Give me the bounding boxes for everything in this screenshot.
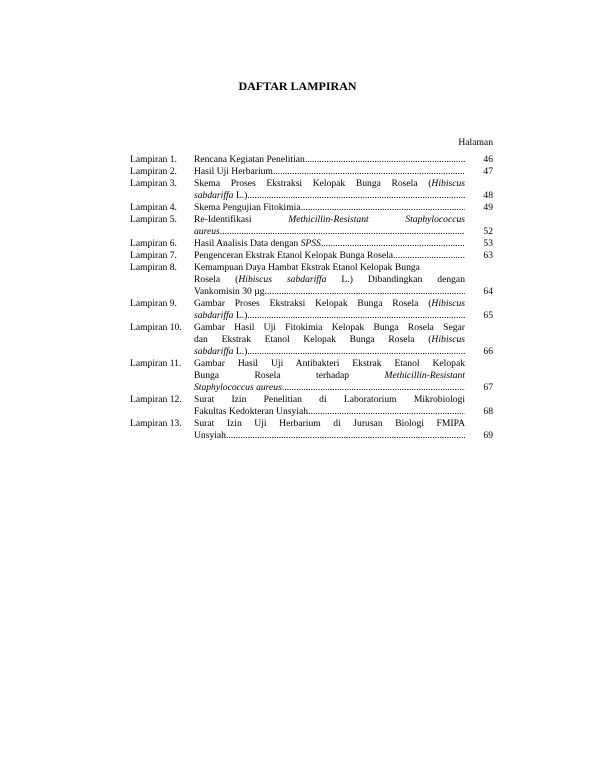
- appendix-title: Skema Pengujian Fitokimia .....: [194, 202, 465, 214]
- dot-leader: [301, 202, 465, 214]
- appendix-entry: [130, 418, 493, 442]
- appendix-title: Surat Izin Penelitian di Laboratorium Mikrobiologi Fakultas Kedokteran Unsyiah .....: [194, 394, 465, 418]
- appendix-page-number: 69: [483, 430, 493, 441]
- appendix-page-number: 49: [483, 202, 493, 213]
- appendix-label: Lampiran 2.: [130, 166, 177, 177]
- appendix-page-number: 65: [483, 310, 493, 321]
- appendix-page-number: 48: [483, 190, 493, 201]
- appendix-page-number: 63: [483, 250, 493, 261]
- appendix-entry: [130, 322, 493, 358]
- appendix-label: Lampiran 13.: [130, 418, 182, 429]
- appendix-page-number: 53: [483, 238, 493, 249]
- appendix-label: Lampiran 9.: [130, 298, 177, 309]
- appendix-label: Lampiran 12.: [130, 394, 182, 405]
- dot-leader: [220, 226, 465, 238]
- appendix-label: Lampiran 4.: [130, 202, 177, 213]
- appendix-label: Lampiran 11.: [130, 358, 182, 369]
- appendix-title: Rencana Kegiatan Penelitian .....: [194, 154, 465, 166]
- appendix-entry: [130, 358, 493, 394]
- dot-leader: [305, 154, 465, 166]
- appendix-entry: [130, 298, 493, 322]
- dot-leader: [273, 166, 465, 178]
- appendix-title: Gambar Proses Ekstraksi Kelopak Bunga Rosela (Hibiscus sabdariffa L.) .....: [194, 298, 465, 322]
- appendix-label: Lampiran 10.: [130, 322, 182, 333]
- appendix-title: Kemampuan Daya Hambat Ekstrak Etanol Kelopak Bunga Rosela (Hibiscus sabdariffa L.) Dibandingkan dengan Vankomisin 30 µg .....: [194, 262, 465, 298]
- appendix-title: Re-Identifikasi Methicillin-Resistant Staphylococcus aureus .....: [194, 214, 465, 238]
- page-title: DAFTAR LAMPIRAN: [238, 79, 357, 93]
- appendix-label: Lampiran 6.: [130, 238, 177, 249]
- appendix-entry: [130, 202, 493, 214]
- appendix-title: Hasil Uji Herbarium .....: [194, 166, 465, 178]
- appendix-title: Surat Izin Uji Herbarium di Jurusan Biologi FMIPA Unsyiah .....: [194, 418, 465, 442]
- dot-leader: [282, 382, 465, 394]
- appendix-entry: [130, 178, 493, 202]
- appendix-page-number: 66: [483, 346, 493, 357]
- appendix-label: Lampiran 1.: [130, 154, 177, 165]
- appendix-list: [130, 154, 493, 442]
- appendix-entry: [130, 166, 493, 178]
- appendix-label: Lampiran 7.: [130, 250, 177, 261]
- appendix-label: Lampiran 3.: [130, 178, 177, 189]
- dot-leader: [226, 430, 465, 442]
- appendix-title: Gambar Hasil Uji Fitokimia Kelopak Bunga Rosela Segar dan Ekstrak Etanol Kelopak Bunga Rosela (Hibiscus sabdariffa L.) .....: [194, 322, 465, 358]
- appendix-page-number: 46: [483, 154, 493, 165]
- appendix-entry: [130, 238, 493, 250]
- appendix-page-number: 52: [483, 226, 493, 237]
- page-column-header: Halaman: [458, 137, 493, 148]
- appendix-entry: [130, 214, 493, 238]
- appendix-entry: [130, 262, 493, 298]
- dot-leader: [393, 250, 465, 262]
- appendix-title: Gambar Hasil Uji Antibakteri Ekstrak Etanol Kelopak Bunga Rosela terhadap Methicillin-Resistant Staphylococcus aureus .....: [194, 358, 465, 394]
- dot-leader: [247, 346, 465, 358]
- appendix-entry: [130, 250, 493, 262]
- appendix-label: Lampiran 5.: [130, 214, 177, 225]
- appendix-page-number: 47: [483, 166, 493, 177]
- dot-leader: [265, 286, 465, 298]
- dot-leader: [321, 238, 465, 250]
- appendix-title: Hasil Analisis Data dengan SPSS .....: [194, 238, 465, 250]
- appendix-page-number: 64: [483, 286, 493, 297]
- appendix-entry: [130, 394, 493, 418]
- appendix-page-number: 67: [483, 382, 493, 393]
- dot-leader: [247, 310, 465, 322]
- appendix-entry: [130, 154, 493, 166]
- appendix-label: Lampiran 8.: [130, 262, 177, 273]
- appendix-page-number: 68: [483, 406, 493, 417]
- appendix-title: Pengenceran Ekstrak Etanol Kelopak Bunga Rosela .....: [194, 250, 465, 262]
- dot-leader: [247, 190, 465, 202]
- appendix-title: Skema Proses Ekstraksi Kelopak Bunga Rosela (Hibiscus sabdariffa L.) .....: [194, 178, 465, 202]
- dot-leader: [308, 406, 465, 418]
